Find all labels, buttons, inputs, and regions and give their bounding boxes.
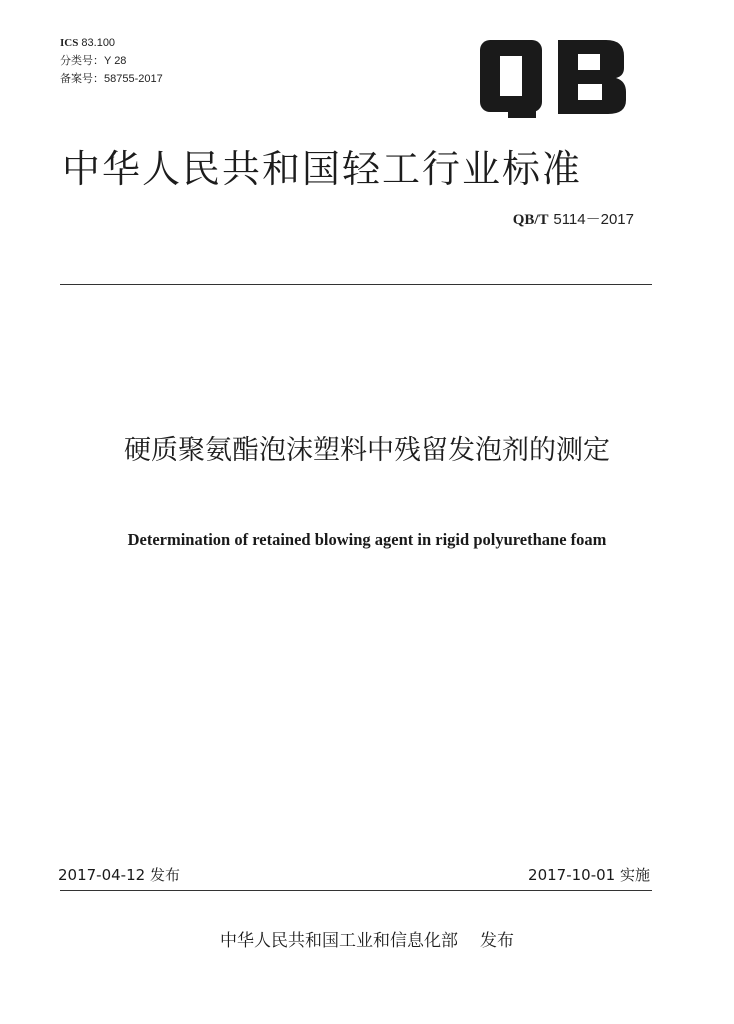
ics-value: 83.100 (81, 37, 116, 49)
metadata-block (60, 34, 163, 88)
agency-title: 中华人民共和国轻工行业标准 (62, 147, 583, 191)
bottom-divider (60, 890, 652, 891)
ics-label: ICS (60, 37, 79, 49)
record-line (60, 70, 163, 88)
record-label: 备案号： (60, 73, 104, 85)
logo-letter-q (480, 40, 542, 118)
standard-prefix: QB/T (512, 212, 549, 228)
classification-line (60, 52, 163, 70)
classification-value: Y 28 (104, 55, 127, 67)
ics-line (60, 34, 163, 52)
implementation-date: 2017-10-01 实施 (528, 866, 650, 884)
qb-logo (478, 28, 628, 120)
publisher-action: 发布 (480, 931, 514, 951)
publisher-line (0, 926, 734, 951)
publisher-name: 中华人民共和国工业和信息化部 (220, 931, 458, 951)
document-title-english: Determination of retained blowing agent in rigid polyurethane foam (127, 530, 607, 549)
issue-date: 2017-04-12 发布 (58, 866, 180, 884)
standard-number: 5114－2017 (553, 211, 634, 228)
classification-label: 分类号： (60, 55, 104, 67)
standard-code (513, 208, 634, 229)
record-value: 58755-2017 (104, 73, 163, 85)
logo-letter-b (558, 40, 626, 114)
document-title-chinese: 硬质聚氨酯泡沫塑料中残留发泡剂的测定 (124, 435, 610, 466)
top-divider (60, 284, 652, 285)
